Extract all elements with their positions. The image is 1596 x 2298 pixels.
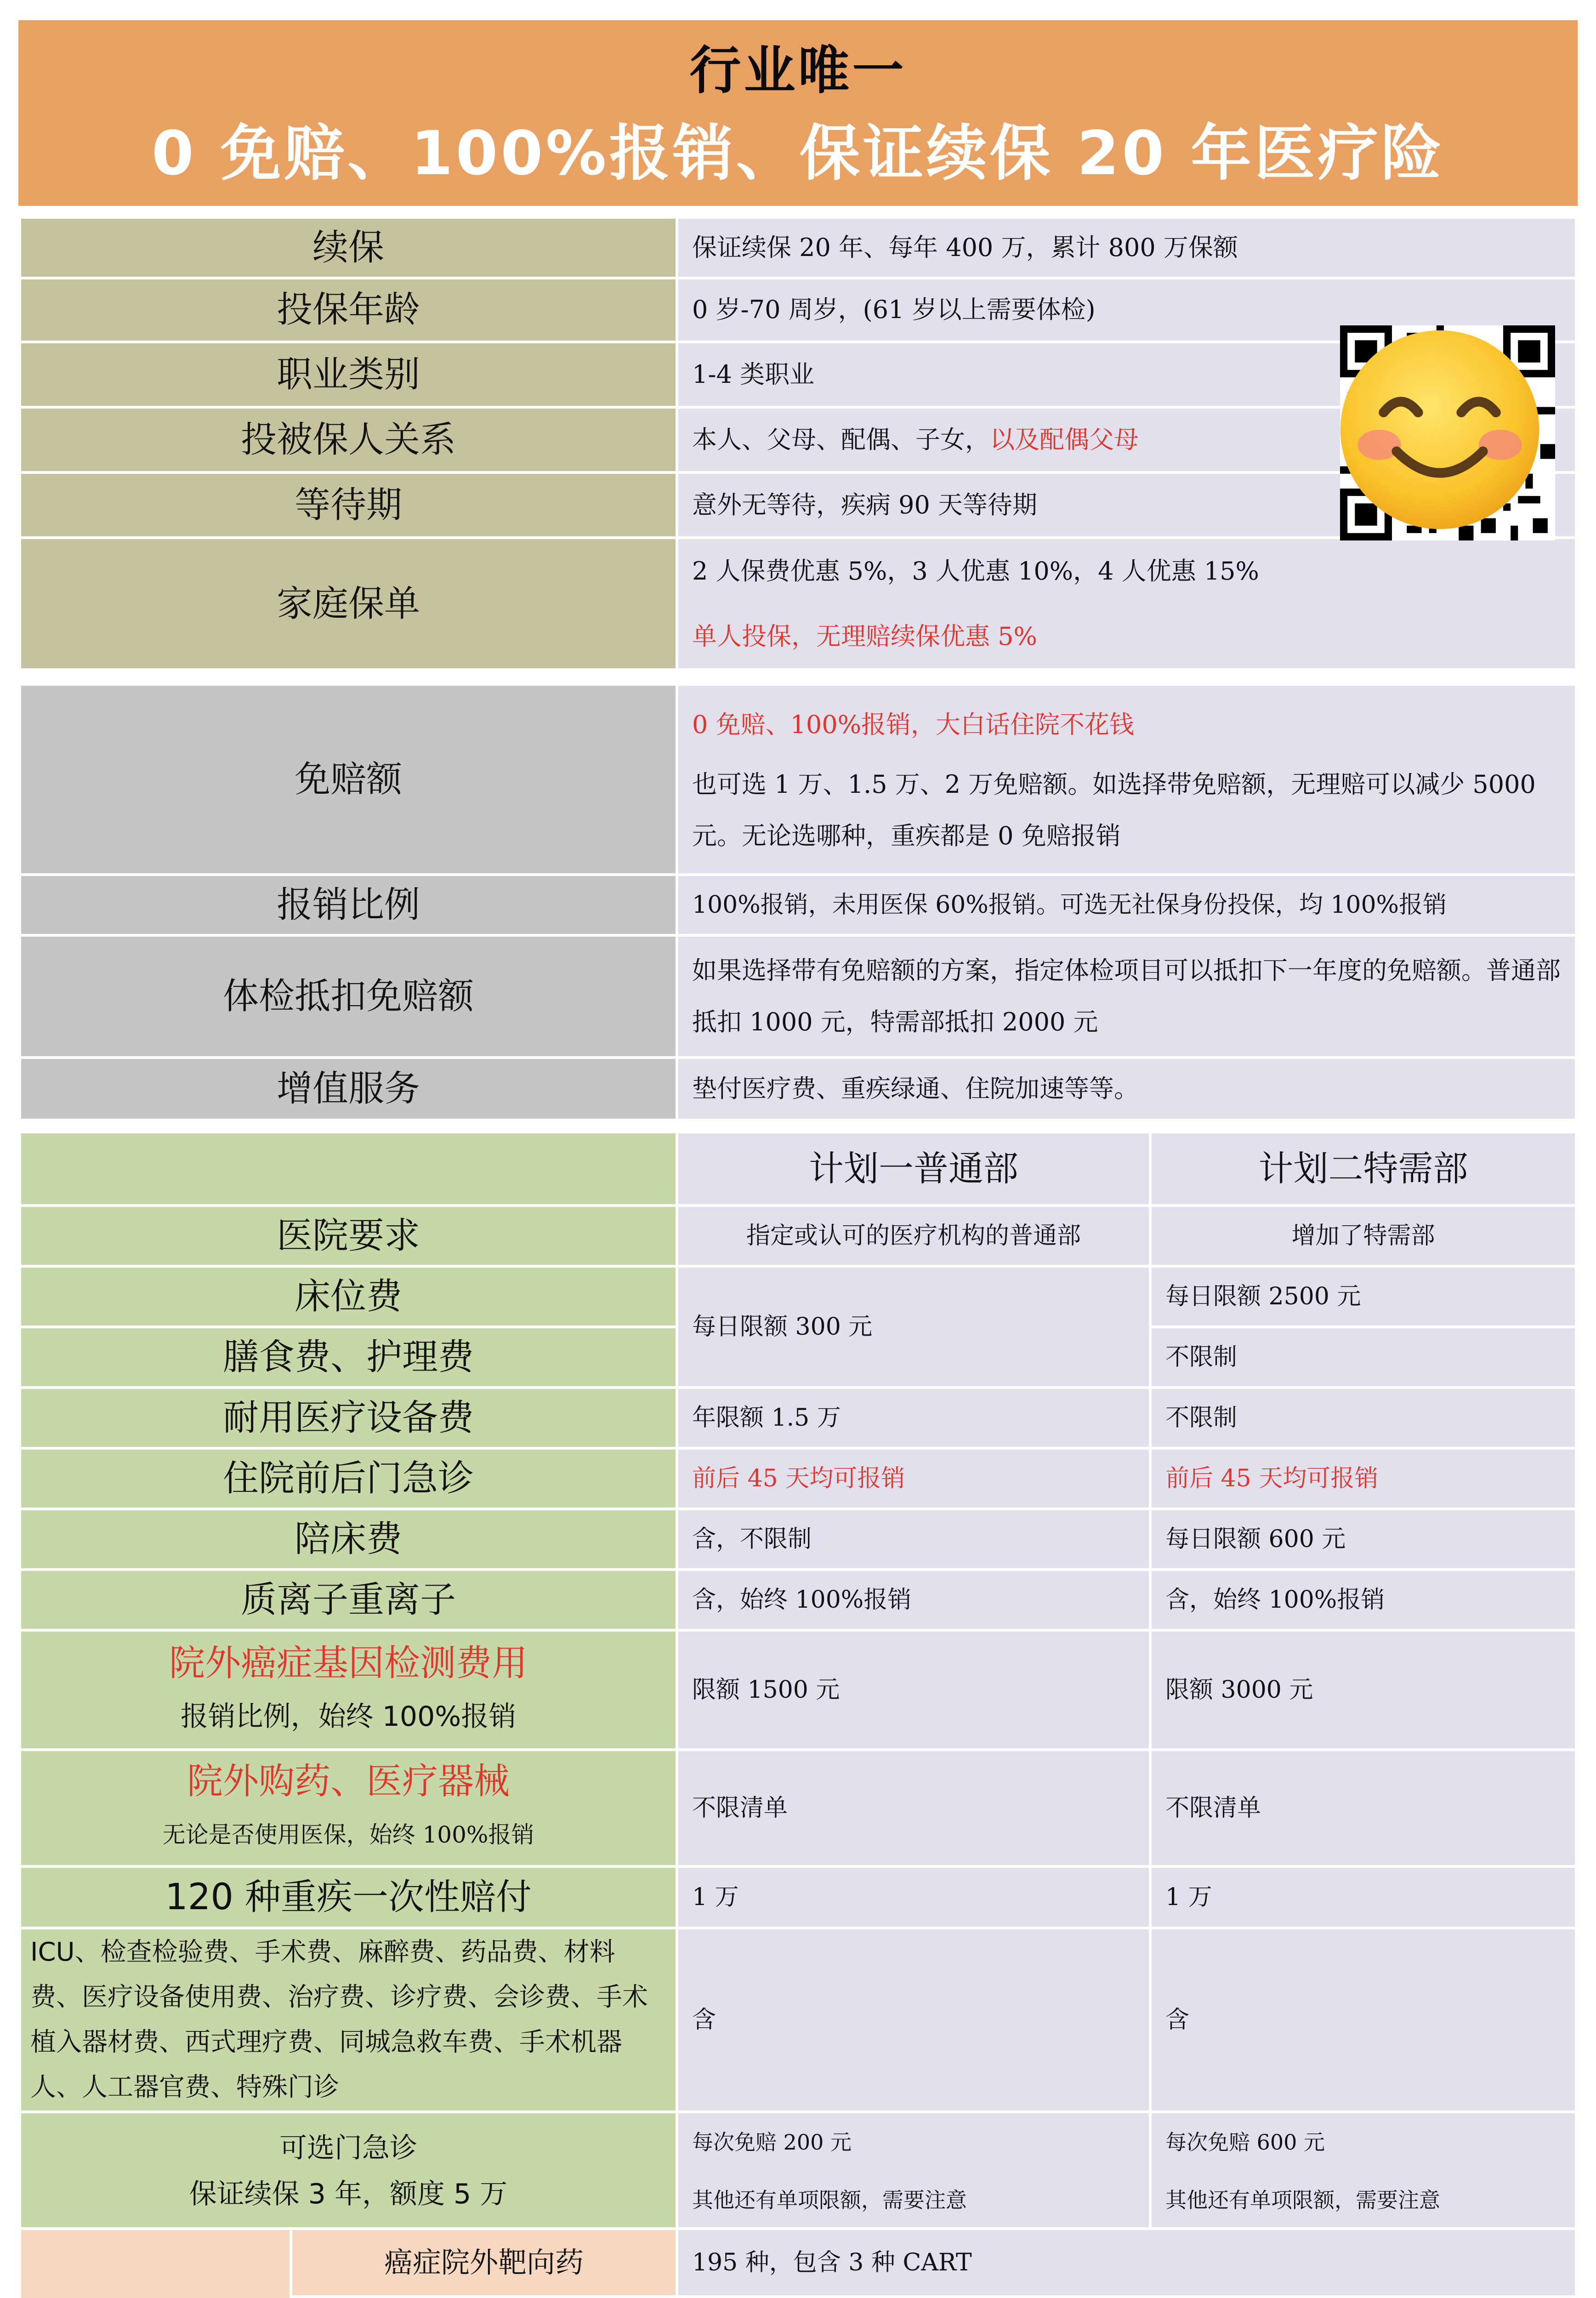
optional-er-plan2-deductible: 每次免赔 600 元: [1165, 2130, 1325, 2155]
proton-plan1: 含，始终 100%报销: [677, 1570, 1150, 1630]
deductible-options: 也可选 1 万、1.5 万、2 万免赔额。如选择带免赔额，无理赔可以减少 5000 元。无论选哪种，重疾都是 0 免赔报销: [692, 770, 1536, 850]
optional-category: [20, 2229, 291, 2298]
plans-header-blank: [20, 1132, 677, 1206]
checkup-label: 体检抵扣免赔额: [20, 935, 677, 1058]
optional-er-label: [20, 2112, 677, 2230]
optional-er-subtitle: 保证续保 3 年，额度 5 万: [189, 2178, 508, 2210]
accomp-plan2: 每日限额 600 元: [1150, 1509, 1576, 1570]
deductible-label: 免赔额: [20, 684, 677, 875]
gene-plan2: 限额 3000 元: [1150, 1630, 1576, 1750]
job-label: 职业类别: [20, 342, 677, 407]
drug-title: 院外购药、医疗器械: [187, 1761, 510, 1802]
er-plan2: 前后 45 天均可报销: [1150, 1448, 1576, 1509]
relation-label: 投被保人关系: [20, 407, 677, 472]
poster-subtitle: 0 免赔、100%报销、保证续保 20 年医疗险: [151, 118, 1445, 189]
deductible-table: [18, 683, 1578, 1119]
header-banner: [18, 20, 1578, 206]
equip-label: 耐用医疗设备费: [20, 1388, 677, 1448]
family-label: 家庭保单: [20, 538, 677, 670]
family-discount: 2 人保费优惠 5%，3 人优惠 10%，4 人优惠 15%: [692, 556, 1259, 586]
relation-value-highlight: 以及配偶父母: [990, 425, 1139, 454]
er-plan1: 前后 45 天均可报销: [677, 1448, 1150, 1509]
drug-label: [20, 1750, 677, 1866]
single-discount: 单人投保，无理赔续保优惠 5%: [692, 621, 1037, 651]
ci-label: 120 种重疾一次性赔付: [20, 1866, 677, 1928]
ratio-value: 100%报销，未用医保 60%报销。可选无社保身份投保，均 100%报销: [677, 875, 1576, 935]
poster-title: 行业唯一: [689, 41, 907, 101]
family-value: [677, 538, 1576, 670]
ci-plan1: 1 万: [677, 1866, 1150, 1928]
proton-label: 质离子重离子: [20, 1570, 677, 1630]
ci-plan2: 1 万: [1150, 1866, 1576, 1928]
target-label: 癌症院外靶向药: [291, 2229, 677, 2297]
drug-plan1: 不限清单: [677, 1750, 1150, 1866]
equip-plan1: 年限额 1.5 万: [677, 1388, 1150, 1448]
optional-er-plan2-note: 其他还有单项限额，需要注意: [1165, 2188, 1440, 2213]
ratio-label: 报销比例: [20, 875, 677, 935]
bed-label: 床位费: [20, 1266, 677, 1327]
optional-er-plan1-note: 其他还有单项限额，需要注意: [692, 2188, 967, 2213]
gene-subtitle: 报销比例，始终 100%报销: [180, 1701, 517, 1733]
renewal-value: 保证续保 20 年、每年 400 万，累计 800 万保额: [677, 217, 1576, 278]
icu-plan2: 含: [1150, 1928, 1576, 2112]
deductible-highlight: 0 免赔、100%报销，大白话住院不花钱: [692, 710, 1134, 739]
plan1-header: 计划一普通部: [677, 1132, 1150, 1206]
drug-plan2: 不限清单: [1150, 1750, 1576, 1866]
optional-er-plan1-deductible: 每次免赔 200 元: [692, 2130, 852, 2155]
age-label: 投保年龄: [20, 278, 677, 341]
plans-table: [18, 1131, 1578, 2211]
optional-er-plan1: [677, 2112, 1150, 2230]
drug-subtitle: 无论是否使用医保，始终 100%报销: [162, 1821, 534, 1848]
job-value: 1-4 类职业: [677, 342, 1576, 407]
icu-label: ICU、检查检验费、手术费、麻醉费、药品费、材料费、医疗设备使用费、治疗费、诊疗费、会诊费、手术植入器材费、西式理疗费、同城急救车费、手术机器人、人工器官费、特殊门诊: [20, 1928, 677, 2112]
accomp-plan1: 含，不限制: [677, 1509, 1150, 1570]
equip-plan2: 不限制: [1150, 1388, 1576, 1448]
gene-label: [20, 1630, 677, 1750]
gene-plan1: 限额 1500 元: [677, 1630, 1150, 1750]
service-value: 垫付医疗费、重疾绿通、住院加速等等。: [677, 1058, 1576, 1120]
proton-plan2: 含，始终 100%报销: [1150, 1570, 1576, 1630]
hospital-plan1: 指定或认可的医疗机构的普通部: [677, 1206, 1150, 1266]
wait-value: 意外无等待，疾病 90 天等待期: [677, 472, 1576, 538]
meal-label: 膳食费、护理费: [20, 1327, 677, 1388]
icu-plan1: 含: [677, 1928, 1150, 2112]
renewal-label: 续保: [20, 217, 677, 278]
target-value: 195 种，包含 3 种 CART: [677, 2229, 1576, 2297]
plan2-header: 计划二特需部: [1150, 1132, 1576, 1206]
smiling-face-icon: [1332, 322, 1548, 538]
optional-er-plan2: [1150, 2112, 1576, 2230]
optional-table: [18, 2227, 1578, 2298]
gene-title: 院外癌症基因检测费用: [169, 1643, 528, 1684]
hospital-label: 医院要求: [20, 1206, 677, 1266]
checkup-value: 如果选择带有免赔额的方案，指定体检项目可以抵扣下一年度的免赔额。普通部抵扣 1000 元，特需部抵扣 2000 元: [677, 935, 1576, 1058]
deductible-value: [677, 684, 1576, 875]
bed-plan2: 每日限额 2500 元: [1150, 1266, 1576, 1327]
hospital-plan2: 增加了特需部: [1150, 1206, 1576, 1266]
service-label: 增值服务: [20, 1058, 677, 1120]
wait-label: 等待期: [20, 472, 677, 538]
er-label: 住院前后门急诊: [20, 1448, 677, 1509]
meal-plan2: 不限制: [1150, 1327, 1576, 1388]
accomp-label: 陪床费: [20, 1509, 677, 1570]
bed-plan1: 每日限额 300 元: [677, 1266, 1150, 1388]
optional-er-title: 可选门急诊: [279, 2132, 417, 2164]
relation-value-text: 本人、父母、配偶、子女，: [692, 425, 990, 454]
age-value: 0 岁-70 周岁，(61 岁以上需要体检): [677, 278, 1576, 341]
